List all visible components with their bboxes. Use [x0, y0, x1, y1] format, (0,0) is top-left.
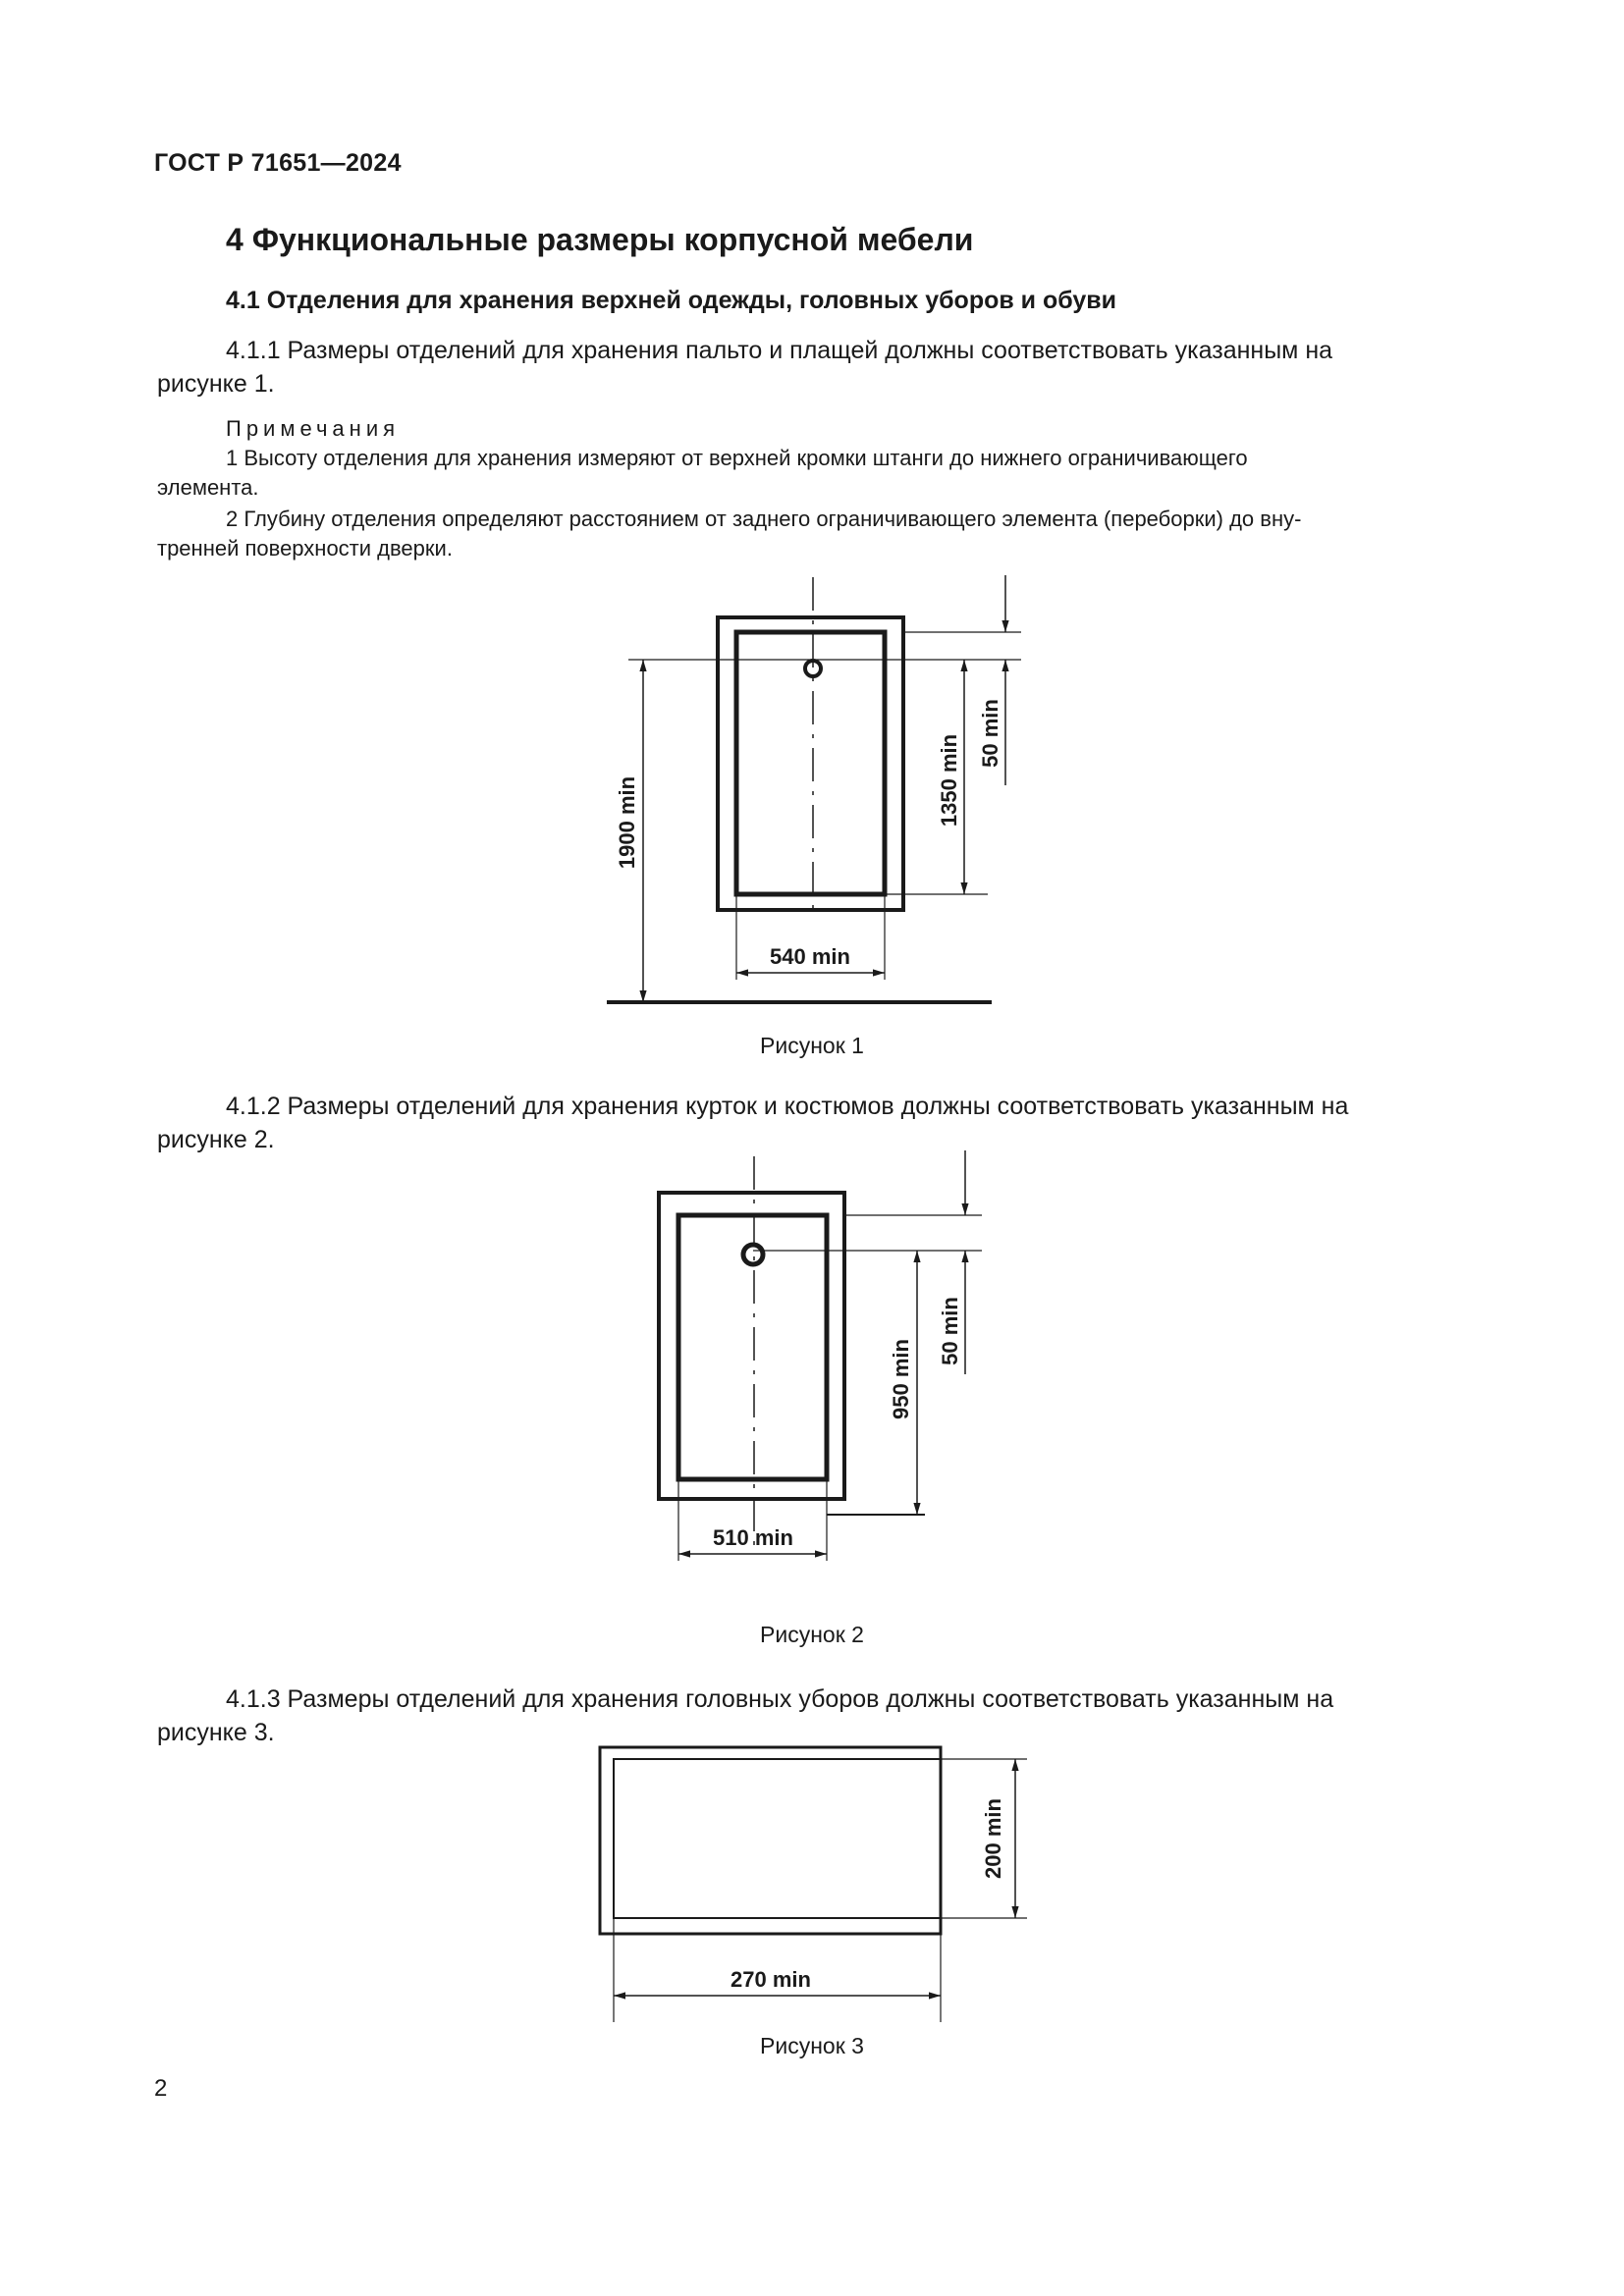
fig1-inner-frame — [736, 632, 885, 894]
fig2-label-510: 510 min — [713, 1525, 793, 1550]
notes-heading: Примечания — [226, 416, 401, 441]
fig3-label-270: 270 min — [731, 1967, 811, 1992]
page-number: 2 — [154, 2075, 168, 2102]
fig1-label-1900: 1900 min — [615, 775, 639, 870]
figure-2-drawing — [0, 1139, 1624, 1629]
paragraph-line: рисунке 1. — [157, 370, 275, 398]
figure-2-caption: Рисунок 2 — [760, 1622, 864, 1647]
fig2-outer-frame — [659, 1193, 844, 1499]
fig2-inner-frame — [678, 1215, 827, 1479]
note-line: элемента. — [157, 475, 259, 500]
fig3-label-200: 200 min — [981, 1798, 1005, 1879]
fig3-outer-frame — [600, 1747, 941, 1934]
note-line: 2 Глубину отделения определяют расстоянием от заднего ограничивающего элемента (переборки) до вну- — [226, 507, 1302, 531]
fig2-label-50: 50 min — [938, 1297, 962, 1365]
paragraph-line: 4.1.1 Размеры отделений для хранения пальто и плащей должны соответствовать указанным на — [226, 337, 1333, 364]
fig1-label-50: 50 min — [978, 699, 1002, 768]
figure-1-drawing — [0, 0, 1624, 1080]
fig2-label-950: 950 min — [889, 1339, 913, 1419]
fig1-label-540: 540 min — [770, 944, 850, 969]
paragraph-line: рисунке 2. — [157, 1126, 275, 1153]
figure-3-drawing — [0, 1728, 1624, 2042]
paragraph-line: рисунке 3. — [157, 1719, 275, 1746]
fig1-label-1350: 1350 min — [937, 733, 961, 828]
figure-1-caption: Рисунок 1 — [760, 1033, 864, 1058]
fig3-inner-frame — [614, 1759, 941, 1918]
note-line: тренней поверхности дверки. — [157, 536, 453, 561]
note-line: 1 Высоту отделения для хранения измеряют от верхней кромки штанги до нижнего ограничивающего — [226, 446, 1248, 470]
subsection-title: 4.1 Отделения для хранения верхней одежды, головных уборов и обуви — [226, 287, 1117, 314]
paragraph-line: 4.1.2 Размеры отделений для хранения курток и костюмов должны соответствовать указанным на — [226, 1093, 1349, 1120]
paragraph-line: 4.1.3 Размеры отделений для хранения головных уборов должны соответствовать указанным на — [226, 1685, 1334, 1713]
section-title: 4 Функциональные размеры корпусной мебели — [226, 222, 974, 257]
document-id: ГОСТ Р 71651—2024 — [154, 149, 402, 177]
fig2-hanger-rod — [743, 1245, 763, 1264]
figure-3-caption: Рисунок 3 — [760, 2033, 864, 2058]
